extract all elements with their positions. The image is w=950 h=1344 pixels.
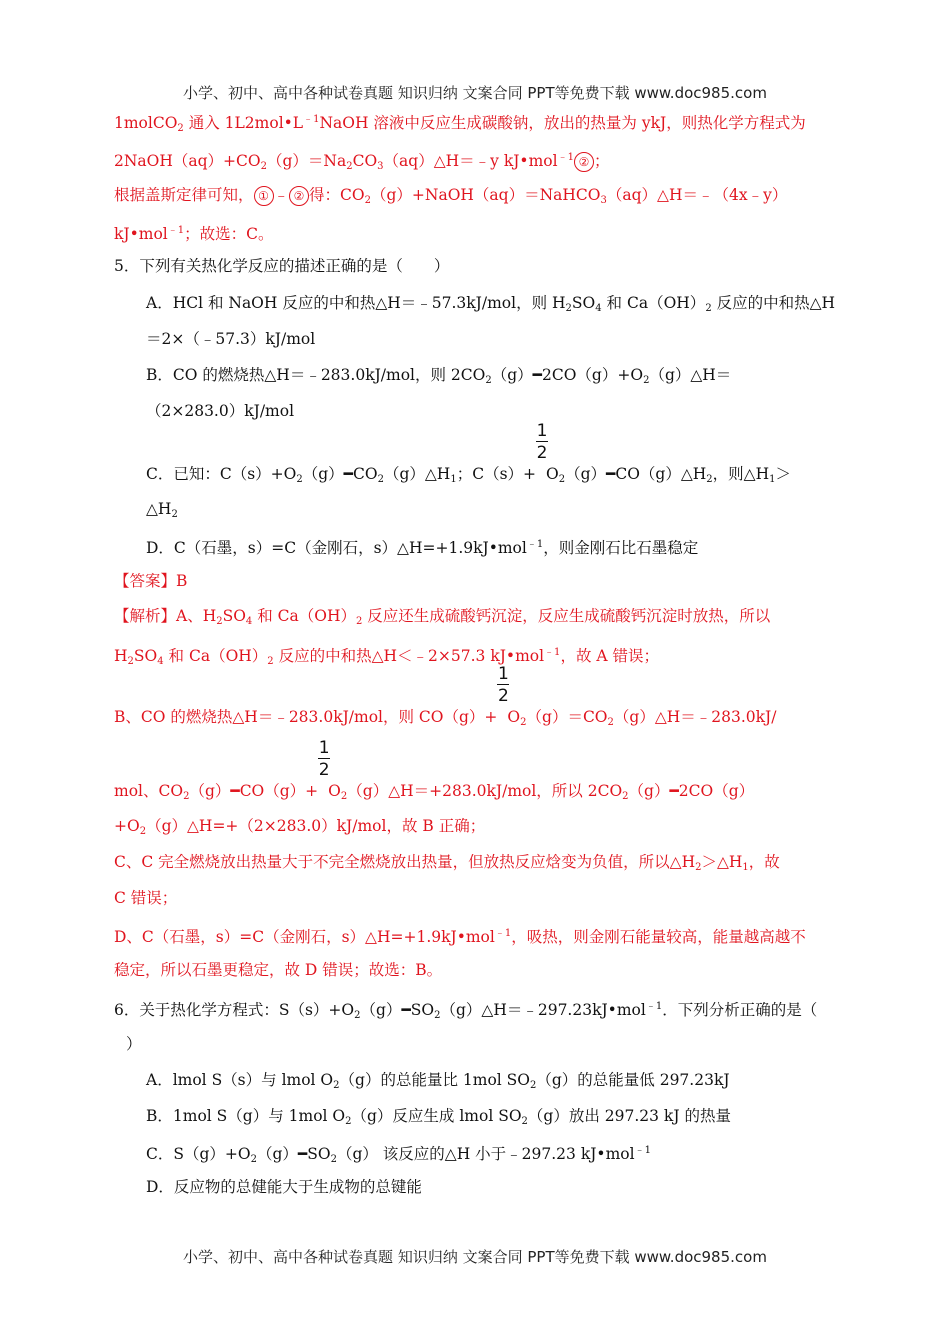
t: 2NaOH（aq）+CO [114, 152, 261, 170]
frac-den: 2 [536, 443, 548, 463]
t: ＞ [775, 465, 791, 483]
frac-bar [536, 441, 548, 442]
t: 2 [695, 862, 702, 873]
t: 2 [565, 303, 572, 314]
q6-stem-line1 [114, 997, 817, 1026]
q5-analysis-line7: C 错误； [114, 889, 178, 907]
q5-answer: 【答案】B [114, 572, 188, 590]
t: 2 [330, 1154, 337, 1165]
t: 2 [354, 1010, 361, 1021]
t: O [328, 782, 341, 800]
t: （g） 该反应的△H 小于﹣297.23 kJ•mol [336, 1145, 635, 1163]
t: ．下列分析正确的是（ [662, 1001, 818, 1019]
t: 【解析】A、H [114, 607, 217, 625]
t: （g）的总能量比 1mol SO [339, 1071, 530, 1089]
q5-option-a-line2: ＝2×（﹣57.3）kJ/mol [146, 330, 316, 348]
t: SO [222, 607, 246, 625]
q5-analysis-line1 [114, 606, 770, 632]
t: 和 Ca（OH） [601, 294, 706, 312]
t: H [114, 647, 128, 665]
t: （g）━CO [302, 465, 378, 483]
t: （g）━SO [256, 1145, 331, 1163]
t: （aq）△H＝﹣（4x﹣y） [606, 186, 788, 204]
t: O [546, 465, 559, 483]
t: A．lmol S（s）与 lmol O [146, 1071, 334, 1089]
q5-analysis-line4 [114, 738, 755, 807]
t: （g）放出 297.23 kJ 的热量 [527, 1107, 731, 1125]
t: （g）反应生成 lmol SO [351, 1107, 522, 1125]
t: 和 Ca（OH） [163, 647, 268, 665]
t: 通入 1L2mol•L [183, 114, 304, 132]
t: 2 [607, 717, 614, 728]
t: （g）△H＝﹣283.0kJ/ [613, 708, 777, 726]
t: 6．关于热化学方程式：S（s）+O [114, 1001, 355, 1019]
t: 2 [529, 1080, 537, 1091]
t: ﹣ [273, 186, 290, 204]
t: 4 [595, 303, 602, 314]
q5-stem: 5．下列有关热化学反应的描述正确的是（ ） [114, 257, 450, 275]
q5-analysis-line6 [114, 852, 780, 878]
t: 反应还生成硫酸钙沉淀，反应生成硫酸钙沉淀时放热，所以 [362, 607, 771, 625]
t: ，故 [748, 853, 780, 871]
t: 1 [769, 474, 776, 485]
t: 2 [355, 616, 363, 627]
circled-2: ② [289, 186, 309, 206]
frac-den: 2 [318, 760, 330, 780]
t: （g）━2CO（g） [628, 782, 755, 800]
t: 2 [364, 195, 371, 206]
t: 2 [333, 1080, 340, 1091]
q5-option-d [146, 535, 698, 558]
q5-option-c-line1 [146, 421, 791, 490]
t: 2 [434, 1010, 441, 1021]
circled-1: ① [254, 186, 274, 206]
q6-option-a [146, 1070, 730, 1096]
t: ，则△H [712, 465, 770, 483]
frac-num: 1 [318, 738, 330, 758]
t: 得：CO [309, 186, 365, 204]
t: （g）△H=+（2×283.0）kJ/mol，故 B 正确； [146, 817, 486, 835]
t: 2 [340, 791, 348, 802]
t: ，吸热，则金刚石能量较高，能量越高越不 [511, 928, 806, 946]
t: 2 [296, 474, 303, 485]
t: （g）△H＝+283.0kJ/mol，所以 2CO [347, 782, 623, 800]
t: 2 [139, 826, 147, 837]
intro-line-2 [114, 148, 609, 177]
t: 根据盖斯定律可知， [114, 186, 254, 204]
t: 2 [377, 474, 384, 485]
q5-analysis-line8 [114, 924, 806, 947]
t: D、C（石墨，s）=C（金刚石，s）△H=+1.9kJ•mol [114, 928, 495, 946]
frac-bar [318, 758, 330, 759]
t: 2 [705, 303, 712, 314]
q5-analysis-line9: 稳定，所以石墨更稳定，故 D 错误；故选：B。 [114, 961, 443, 979]
t: kJ•mol [114, 225, 168, 243]
t: 2 [216, 616, 223, 627]
page-header: 小学、初中、高中各种试卷真题 知识归纳 文案合同 PPT等免费下载 www.doc985.com [183, 84, 767, 102]
t: （g）━CO（g）△H [565, 465, 707, 483]
t: （g）+NaOH（aq）＝NaHCO [370, 186, 601, 204]
t: ﹣1 [303, 114, 320, 125]
q5-analysis-line3 [114, 664, 777, 733]
t: 2 [520, 717, 527, 728]
frac-num: 1 [498, 664, 509, 684]
t: （g）＝Na [266, 152, 347, 170]
t: ，故 A 错误； [560, 647, 659, 665]
fraction-half [318, 738, 330, 796]
q5-option-c-line2 [146, 499, 178, 525]
t: （g）＝CO [526, 708, 608, 726]
t: （g）━2CO（g）+O [491, 366, 644, 384]
q5-option-b-line1 [146, 365, 731, 391]
t: 反应的中和热△H＜﹣2×57.3 kJ•mol [273, 647, 545, 665]
q5-analysis-line2 [114, 643, 659, 672]
t: ﹣1 [557, 152, 574, 163]
t: ﹣1 [167, 225, 185, 236]
t: B、CO 的燃烧热△H＝﹣283.0kJ/mol，则 CO（g）+ [114, 708, 498, 726]
t: ﹣1 [544, 647, 561, 658]
t: ﹣1 [526, 539, 544, 550]
q5-option-b-line2: （2×283.0）kJ/mol [146, 402, 295, 420]
fraction-half [497, 664, 509, 722]
frac-bar [497, 684, 509, 685]
t: 3 [377, 161, 384, 172]
t: CO [352, 152, 378, 170]
t: +O [114, 817, 140, 835]
t: ﹣1 [494, 928, 512, 939]
t: ，则金刚石比石墨稳定 [543, 539, 699, 557]
q6-option-c [146, 1141, 651, 1170]
t: 1molCO [114, 114, 178, 132]
t: SO [571, 294, 596, 312]
q6-option-d: D．反应物的总健能大于生成物的总键能 [146, 1178, 422, 1196]
t: ；C（s）+ [456, 465, 537, 483]
t: B．1mol S（g）与 1mol O [146, 1107, 346, 1125]
t: 2 [558, 474, 566, 485]
t: （g）的总能量低 297.23kJ [536, 1071, 730, 1089]
t: 2 [177, 123, 184, 134]
t: O [507, 708, 521, 726]
t: （g）△H [383, 465, 451, 483]
t: 2 [183, 791, 190, 802]
t: 2 [171, 509, 178, 520]
t: 2 [643, 375, 650, 386]
t: 2 [485, 375, 492, 386]
t: 2 [250, 1154, 257, 1165]
t: SO [133, 647, 158, 665]
intro-line-3 [114, 185, 787, 211]
circled-2: ② [574, 152, 594, 172]
t: C．已知：C（s）+O [146, 465, 297, 483]
t: ﹣1 [634, 1145, 651, 1156]
t: mol、CO [114, 782, 184, 800]
t: NaOH 溶液中反应生成碳酸钠，放出的热量为 ykJ，则热化学方程式为 [319, 114, 806, 132]
t: 2 [346, 161, 353, 172]
t: 2 [521, 1116, 528, 1127]
t: 1 [742, 862, 749, 873]
t: （g）△H＝﹣297.23kJ•mol [440, 1001, 646, 1019]
t: 2 [345, 1116, 352, 1127]
page-footer: 小学、初中、高中各种试卷真题 知识归纳 文案合同 PPT等免费下载 www.doc985.com [183, 1248, 767, 1266]
t: ； [593, 152, 610, 170]
t: （g）△H＝ [649, 366, 732, 384]
t: △H [146, 500, 172, 518]
q5-option-a-line1 [146, 293, 835, 319]
t: （aq）△H＝﹣y kJ•mol [383, 152, 558, 170]
t: 2 [706, 474, 713, 485]
intro-line-1 [114, 110, 806, 139]
t: B．CO 的燃烧热△H＝﹣283.0kJ/mol，则 2CO [146, 366, 486, 384]
t: 4 [245, 616, 253, 627]
q5-analysis-line5 [114, 816, 485, 842]
t: 2 [622, 791, 629, 802]
t: 4 [157, 656, 164, 667]
t: 和 Ca（OH） [252, 607, 356, 625]
q6-stem-line2: ） [126, 1035, 142, 1053]
t: 1 [450, 474, 457, 485]
t: C．S（g）+O [146, 1145, 251, 1163]
t: D．C（石墨，s）=C（金刚石，s）△H=+1.9kJ•mol [146, 539, 527, 557]
t: （g）━CO（g）+ [189, 782, 319, 800]
t: 2 [127, 656, 134, 667]
frac-num: 1 [536, 421, 548, 441]
q6-option-b [146, 1106, 731, 1132]
t: （g）━SO [360, 1001, 435, 1019]
t: C、C 完全燃烧放出热量大于不完全燃烧放出热量，但放热反应焓变为负值，所以△H [114, 853, 696, 871]
t: 2 [260, 161, 267, 172]
t: 反应的中和热△H [711, 294, 836, 312]
frac-den: 2 [498, 686, 509, 706]
t: 3 [600, 195, 607, 206]
fraction-half [536, 421, 548, 479]
t: ；故选：C。 [184, 225, 274, 243]
t: ﹣1 [645, 1001, 663, 1012]
t: A．HCl 和 NaOH 反应的中和热△H＝﹣57.3kJ/mol，则 H [146, 294, 566, 312]
t: 2 [267, 656, 274, 667]
t: ＞△H [701, 853, 743, 871]
intro-line-4 [114, 221, 274, 244]
